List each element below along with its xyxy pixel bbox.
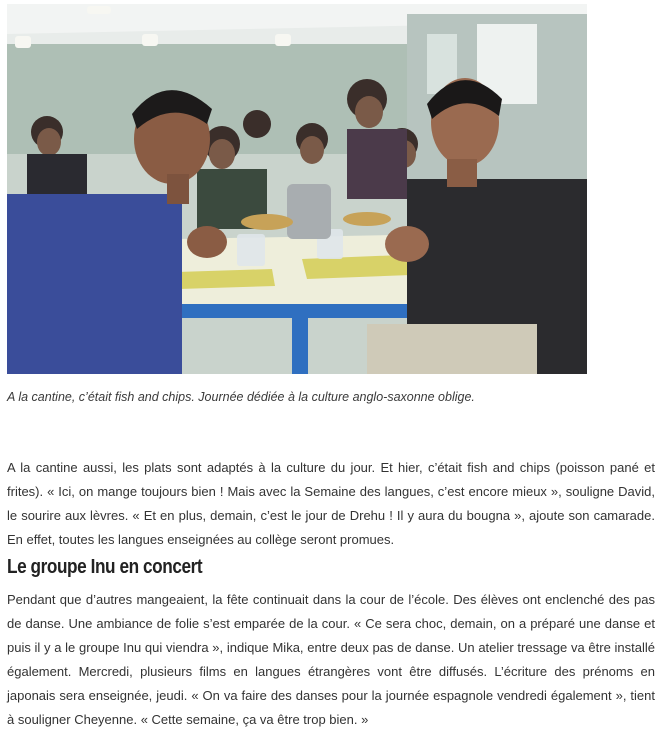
article-paragraph: Pendant que d’autres mangeaient, la fête continuait dans la cour de l’école. Des élèves ont enclenché des pas de danse. Une ambiance de folie s’est emparée de la cour. « Ce sera choc, demain, on a préparé une danse et puis il y a le groupe Inu qui viendra », indique Mika, entre deux pas de danse. Un atelier tressage va être installé également. Mercredi, plusieurs films en langues étrangères vont être diffusés. L’écriture des prénoms en japonais sera enseignée, jeudi. « On va faire des danses pour la journée espagnole vendredi également », tient à souligner Cheyenne. « Cette semaine, ça va être trop bien. »	[7, 592, 655, 727]
article-subheading: Le groupe Inu en concert	[7, 556, 203, 578]
cafeteria-photo	[7, 4, 587, 374]
article-paragraph: A la cantine aussi, les plats sont adaptés à la culture du jour. Et hier, c’était fish and chips (poisson pané et frites). « Ici, on mange toujours bien ! Mais avec la Semaine des langues, c’est encore mieux », souligne David, le sourire aux lèvres. « Et en plus, demain, c’est le jour de Drehu ! Il y aura du bougna », ajoute son camarade. En effet, toutes les langues enseignées au collège seront promues.	[7, 460, 655, 547]
cafeteria-illustration	[7, 4, 587, 374]
article-body	[7, 456, 655, 732]
photo-caption: A la cantine, c’était fish and chips. Journée dédiée à la culture anglo-saxonne oblige.	[7, 390, 475, 404]
